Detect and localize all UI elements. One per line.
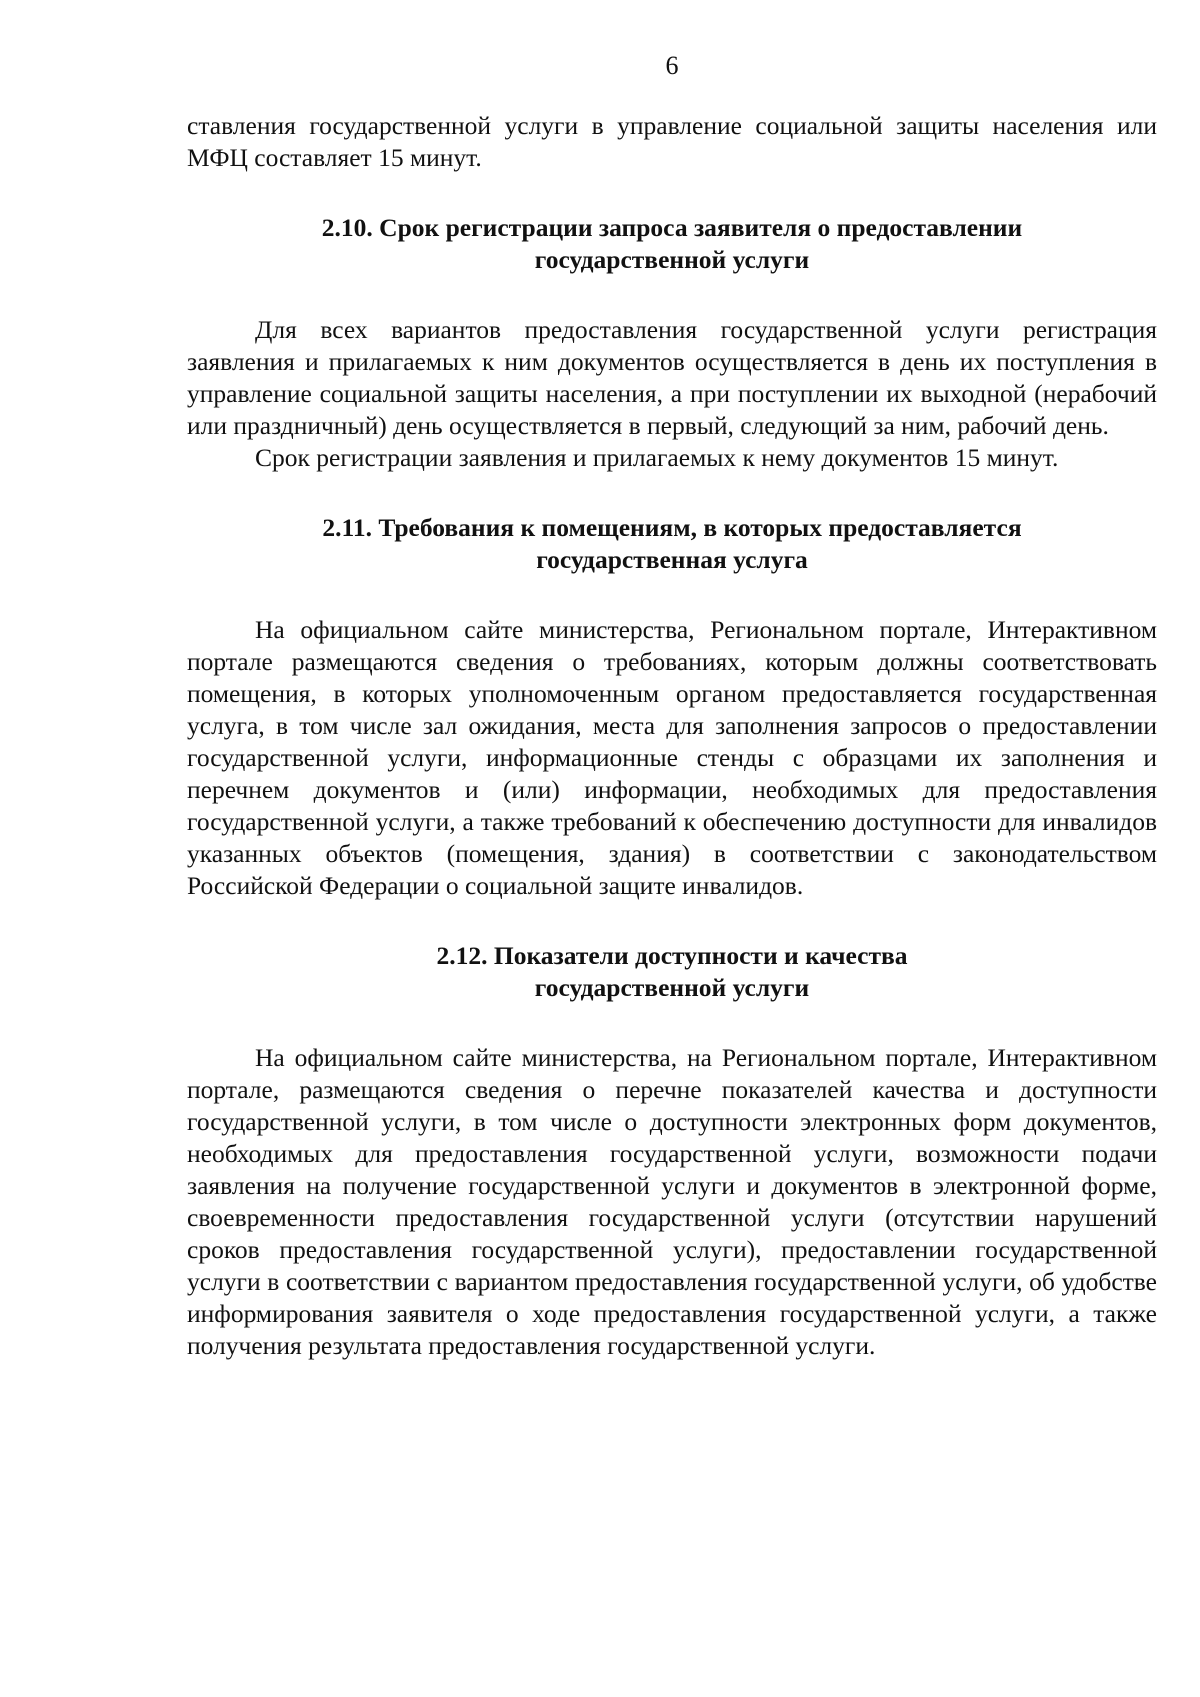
spacer: [187, 902, 1157, 940]
intro-paragraph: ставления государственной услуги в управление социальной защиты населения или МФЦ составляет 15 минут.: [187, 111, 1157, 172]
section-2-12-heading-line2: государственной услуги: [534, 973, 810, 1002]
section-2-11-heading-line1: 2.11. Требования к помещениям, в которых предоставляется: [322, 513, 1022, 542]
section-2-10-heading-line1: 2.10. Срок регистрации запроса заявителя о предоставлении: [321, 213, 1023, 242]
section-2-11-heading-line2: государственная услуга: [536, 545, 808, 574]
page-content: [187, 110, 1157, 1362]
spacer: [187, 1004, 1157, 1042]
section-2-10-heading: [187, 212, 1157, 276]
section-2-11-heading: [187, 512, 1157, 576]
section-2-12-heading: [187, 940, 1157, 1004]
section-2-10-paragraph-2: Срок регистрации заявления и прилагаемых к нему документов 15 минут.: [255, 443, 1059, 472]
section-2-12-paragraph-1: На официальном сайте министерства, на Региональном портале, Интерактивном портале, размещаются сведения о перечне показателей качества и доступности государственной услуги, в том числе о доступности электронных форм документов, необходимых для предоставления государственной услуги, возможности подачи заявления на получение государственной услуги и документов в электронной форме, своевременности предоставления государственной услуги (отсутствии нарушений сроков предоставления государственной услуги), предоставлении государственной услуги в соответствии с вариантом предоставления государственной услуги, об удобстве информирования заявителя о ходе предоставления государственной услуги, а также получения результата предоставления государственной услуги.: [187, 1043, 1157, 1360]
section-2-10-paragraph-1: Для всех вариантов предоставления государственной услуги регистрация заявления и прилагаемых к ним документов осуществляется в день их поступления в управление социальной защиты населения, а при поступлении их выходной (нерабочий или праздничный) день осуществляется в первый, следующий за ним, рабочий день.: [187, 315, 1157, 440]
section-2-11-paragraph-1: На официальном сайте министерства, Региональном портале, Интерактивном портале размещаются сведения о требованиях, которым должны соответствовать помещения, в которых уполномоченным органом предоставляется государственная услуга, в том числе зал ожидания, места для заполнения запросов о предоставлении государственной услуги, информационные стенды с образцами их заполнения и перечнем документов и (или) информации, необходимых для предоставления государственной услуги, а также требований к обеспечению доступности для инвалидов указанных объектов (помещения, здания) в соответствии с законодательством Российской Федерации о социальной защите инвалидов.: [187, 615, 1157, 900]
section-2-10-heading-line2: государственной услуги: [534, 245, 810, 274]
spacer: [187, 174, 1157, 212]
section-2-12-heading-line1: 2.12. Показатели доступности и качества: [436, 941, 908, 970]
spacer: [187, 474, 1157, 512]
page-number: 6: [665, 51, 679, 80]
spacer: [187, 276, 1157, 314]
spacer: [187, 576, 1157, 614]
